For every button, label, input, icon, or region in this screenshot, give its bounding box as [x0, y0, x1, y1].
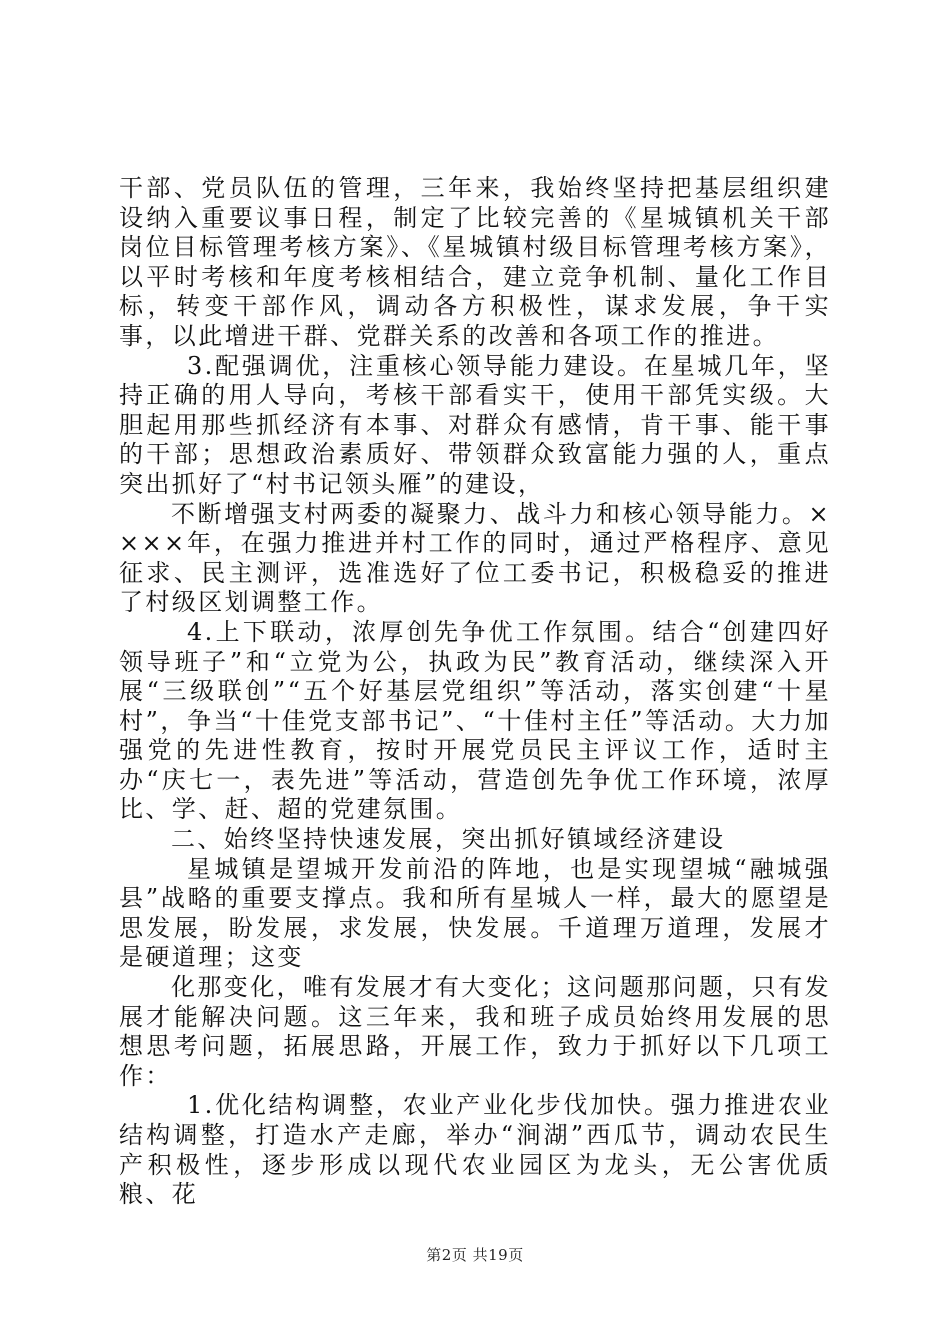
paragraph-excellence-atmosphere: 4.上下联动，浓厚创先争优工作氛围。结合“创建四好领导班子”和“立党为公，执政为民”教育活动，继续深入开展“三级联创”“五个好基层党组织”等活动，落实创建“十星村”，争当“十佳党支部书记”、“十佳村主任”等活动。大力加强党的先进性教育，按时开展党员民主评议工作，适时主办“庆七一，表先进”等活动，营造创先争优工作环境，浓厚比、学、赶、超的党建氛围。 — [119, 617, 831, 824]
paragraph-village-committees: 不断增强支村两委的凝聚力、战斗力和核心领导能力。××××年，在强力推进并村工作的同时，通过严格程序、意见征求、民主测评，选准选好了位工委书记，积极稳妥的推进了村级区划调整工作。 — [119, 499, 831, 617]
document-body — [119, 174, 831, 1210]
paragraph-development-solves-problems: 化那变化，唯有发展才有大变化；这问题那问题，只有发展才能解决问题。这三年来，我和班子成员始终用发展的思想思考问题，拓展思路，开展工作，致力于抓好以下几项工作： — [119, 973, 831, 1090]
section-heading-economic-development: 二、始终坚持快速发展，突出抓好镇域经济建设 — [171, 825, 726, 854]
paragraph-core-leadership: 3.配强调优，注重核心领导能力建设。在星城几年，坚持正确的用人导向，考核干部看实干，使用干部凭实级。大胆起用那些抓经济有本事、对群众有感情，肯干事、能干事的干部；思想政治素质好、带领群众致富能力强的人，重点突出抓好了“村书记领头雁”的建设， — [119, 351, 831, 498]
paragraph-agricultural-restructuring: 1.优化结构调整，农业产业化步伐加快。强力推进农业结构调整，打造水产走廊，举办“涧湖”西瓜节，调动农民生产积极性，逐步形成以现代农业园区为龙头，无公害优质粮、花 — [119, 1091, 831, 1209]
page-number-footer: 第2页 共19页 — [426, 1246, 524, 1264]
paragraph-cadre-management: 干部、党员队伍的管理，三年来，我始终坚持把基层组织建设纳入重要议事日程，制定了比较完善的《星城镇机关干部岗位目标管理考核方案》、《星城镇村级目标管理考核方案》，以平时考核和年度考核相结合，建立竞争机制、量化工作目标，转变干部作风，调动各方积极性，谋求发展，争干实事，以此增进干群、党群关系的改善和各项工作的推进。 — [119, 174, 831, 350]
paragraph-xingcheng-development: 星城镇是望城开发前沿的阵地，也是实现望城“融城强县”战略的重要支撑点。我和所有星城人一样，最大的愿望是思发展，盼发展，求发展，快发展。千道理万道理，发展才是硬道理；这变 — [119, 854, 831, 972]
